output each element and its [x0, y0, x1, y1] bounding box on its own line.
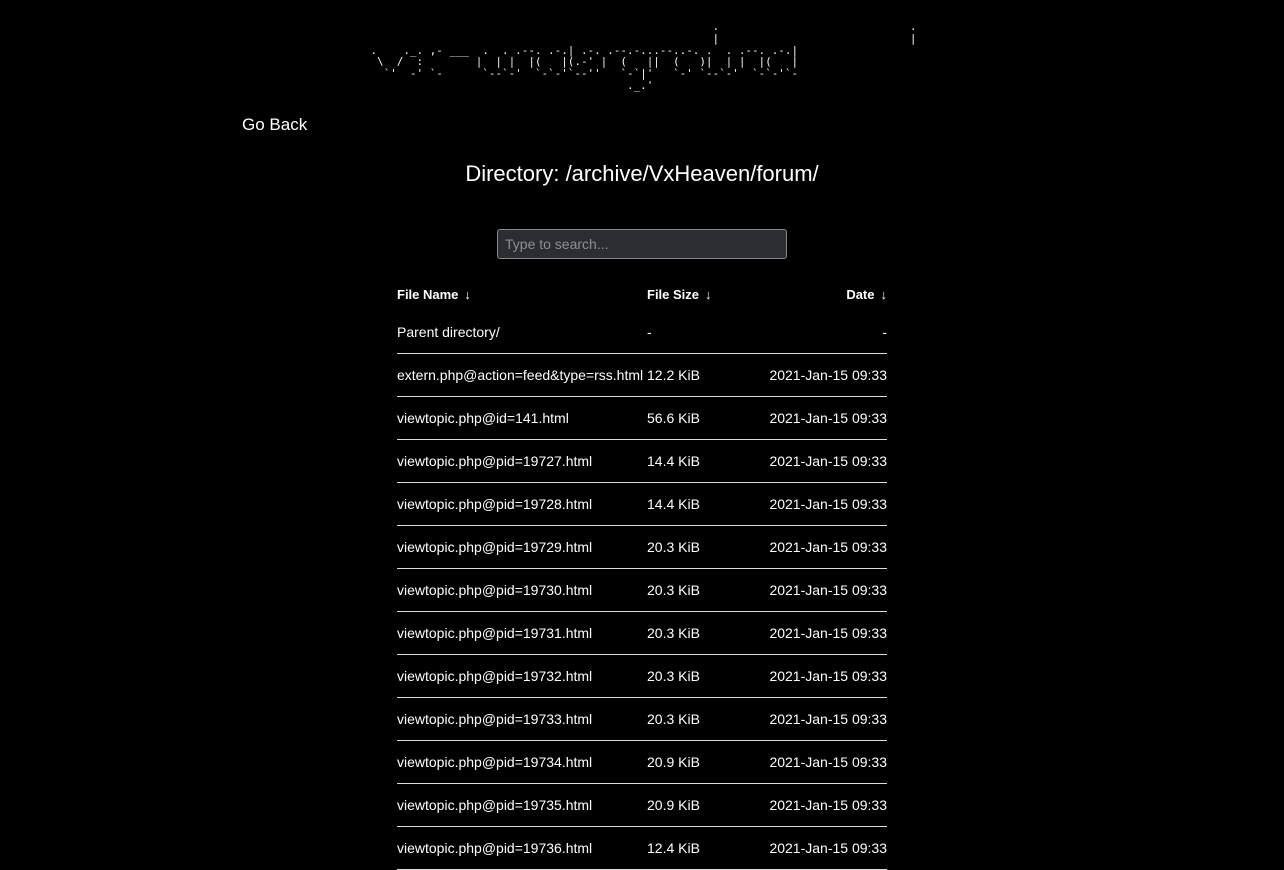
- file-name-cell: [397, 440, 647, 483]
- file-size-cell: 20.3 KiB: [647, 655, 737, 698]
- file-size-cell: 20.3 KiB: [647, 698, 737, 741]
- table-row: [397, 354, 887, 397]
- file-name-cell: [397, 311, 647, 354]
- sort-arrow-icon: ↓: [464, 287, 471, 302]
- file-link[interactable]: viewtopic.php@id=141.html: [397, 410, 569, 426]
- file-name-cell: [397, 569, 647, 612]
- file-date-cell: 2021-Jan-15 09:33: [737, 698, 887, 741]
- file-date-cell: 2021-Jan-15 09:33: [737, 397, 887, 440]
- file-date-cell: 2021-Jan-15 09:33: [737, 612, 887, 655]
- file-link[interactable]: viewtopic.php@pid=19728.html: [397, 496, 593, 512]
- file-name-cell: [397, 397, 647, 440]
- table-row: [397, 741, 887, 784]
- file-link[interactable]: viewtopic.php@pid=19733.html: [397, 711, 593, 727]
- file-link[interactable]: viewtopic.php@pid=19729.html: [397, 539, 593, 555]
- table-row: [397, 827, 887, 870]
- table-row: [397, 483, 887, 526]
- table-row: [397, 655, 887, 698]
- file-size-cell: 56.6 KiB: [647, 397, 737, 440]
- table-row: [397, 698, 887, 741]
- file-size-cell: 14.4 KiB: [647, 440, 737, 483]
- column-header-file-name[interactable]: [397, 278, 647, 311]
- file-size-cell: 20.3 KiB: [647, 612, 737, 655]
- table-row: [397, 612, 887, 655]
- file-link[interactable]: viewtopic.php@pid=19736.html: [397, 840, 593, 856]
- file-size-cell: 20.9 KiB: [647, 741, 737, 784]
- page-title: Directory: /archive/VxHeaven/forum/: [465, 161, 819, 186]
- file-link[interactable]: viewtopic.php@pid=19727.html: [397, 453, 593, 469]
- file-size-cell: 20.3 KiB: [647, 569, 737, 612]
- column-label: Date: [846, 287, 875, 302]
- table-row: [397, 440, 887, 483]
- file-link[interactable]: viewtopic.php@pid=19730.html: [397, 582, 593, 598]
- file-link[interactable]: extern.php@action=feed&type=rss.html: [397, 367, 644, 383]
- column-label: File Size: [647, 287, 700, 302]
- go-back-link[interactable]: Go Back: [242, 115, 308, 134]
- table-row: [397, 311, 887, 354]
- table-row: [397, 784, 887, 827]
- file-size-cell: 20.9 KiB: [647, 784, 737, 827]
- file-date-cell: 2021-Jan-15 09:33: [737, 526, 887, 569]
- ascii-art-banner: . . | | . ._. ,- ___ . . .--. .-.| .-. .--.-...--..-. . . .--. .-.| \ / : | | | |( |(.-' | ( || ( )| | | |( | `' -' `- `--`-' `-`-'`--'' `-`|' `-' `--`-' `-`-'`- ._.': [370, 21, 917, 92]
- file-size-cell: 12.2 KiB: [647, 354, 737, 397]
- table-row: [397, 569, 887, 612]
- file-date-cell: 2021-Jan-15 09:33: [737, 440, 887, 483]
- search-input[interactable]: [497, 229, 787, 259]
- file-link[interactable]: viewtopic.php@pid=19732.html: [397, 668, 593, 684]
- file-date-cell: 2021-Jan-15 09:33: [737, 784, 887, 827]
- file-date-cell: 2021-Jan-15 09:33: [737, 354, 887, 397]
- file-name-cell: [397, 827, 647, 870]
- table-header-row: [397, 278, 887, 311]
- file-size-cell: 12.4 KiB: [647, 827, 737, 870]
- sort-arrow-icon: ↓: [880, 287, 887, 302]
- sort-arrow-icon: ↓: [705, 287, 712, 302]
- file-date-cell: 2021-Jan-15 09:33: [737, 741, 887, 784]
- file-date-cell: 2021-Jan-15 09:33: [737, 569, 887, 612]
- file-size-cell: -: [647, 311, 737, 354]
- file-size-cell: 20.3 KiB: [647, 526, 737, 569]
- file-date-cell: 2021-Jan-15 09:33: [737, 655, 887, 698]
- table-row: [397, 397, 887, 440]
- parent-directory-link[interactable]: Parent directory/: [397, 324, 500, 340]
- file-link[interactable]: viewtopic.php@pid=19735.html: [397, 797, 593, 813]
- file-name-cell: [397, 526, 647, 569]
- file-name-cell: [397, 483, 647, 526]
- file-name-cell: [397, 354, 647, 397]
- file-link[interactable]: viewtopic.php@pid=19731.html: [397, 625, 593, 641]
- file-date-cell: 2021-Jan-15 09:33: [737, 483, 887, 526]
- column-header-date[interactable]: [737, 278, 887, 311]
- file-listing-table: [397, 278, 887, 870]
- table-row: [397, 526, 887, 569]
- file-date-cell: 2021-Jan-15 09:33: [737, 827, 887, 870]
- column-label: File Name: [397, 287, 459, 302]
- file-link[interactable]: viewtopic.php@pid=19734.html: [397, 754, 593, 770]
- file-name-cell: [397, 784, 647, 827]
- file-name-cell: [397, 612, 647, 655]
- column-header-file-size[interactable]: [647, 278, 737, 311]
- file-name-cell: [397, 698, 647, 741]
- file-name-cell: [397, 655, 647, 698]
- file-size-cell: 14.4 KiB: [647, 483, 737, 526]
- file-name-cell: [397, 741, 647, 784]
- file-date-cell: -: [737, 311, 887, 354]
